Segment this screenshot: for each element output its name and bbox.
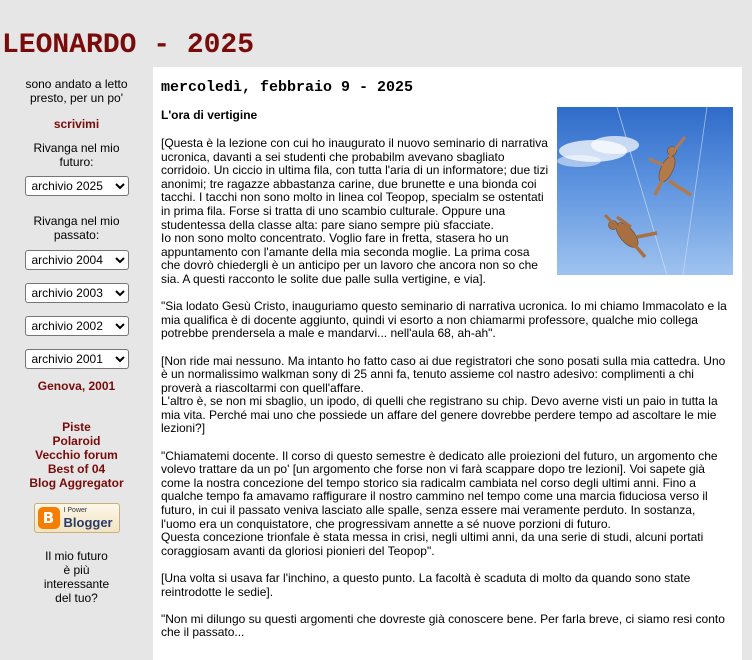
sidebar-footer: Il mio futuro è più interessante del tuo? xyxy=(43,549,110,605)
sidebar-intro: sono andato a letto presto, per un po' xyxy=(25,77,128,105)
location-link[interactable]: Genova, 2001 xyxy=(37,379,116,393)
past-heading: Rivanga nel mio passato: xyxy=(33,214,120,242)
blogger-badge[interactable] xyxy=(34,503,120,533)
link-blog-aggregator[interactable]: Blog Aggregator xyxy=(29,476,124,490)
blogger-icon: B xyxy=(38,507,60,529)
sidebar xyxy=(0,77,153,605)
post-container xyxy=(153,67,742,660)
site-title[interactable]: LEONARDO - 2025 xyxy=(2,30,255,61)
archive-2025-select[interactable] xyxy=(25,176,129,196)
future-heading: Rivanga nel mio futuro: xyxy=(33,141,120,169)
post-body xyxy=(161,137,733,654)
badge-small-text: I Power xyxy=(63,507,88,514)
post-paragraph: "Sia lodato Gesù Cristo, inauguriamo questo seminario di narrativa ucronica. Io mi chiamo Immacolato e la mia qualifica è di docente aggiunto, quindi vi esorto a non chiamarmi professore, qualche mio collega potrebbe prendersela a male e mandarvi... nell'aula 68, ah-ah". xyxy=(161,299,727,341)
archive-2001-select[interactable] xyxy=(25,349,129,369)
link-vecchio-forum[interactable]: Vecchio forum xyxy=(35,448,118,462)
link-piste[interactable]: Piste xyxy=(62,420,91,434)
archive-2004-select[interactable] xyxy=(25,250,129,270)
archive-2002-select[interactable] xyxy=(25,316,129,336)
link-best-of-04[interactable]: Best of 04 xyxy=(47,462,106,476)
post-paragraph: "Chiamatemi docente. Il corso di questo semestre è dedicato alle proiezioni del futuro, un argomento che volevo trattare da un po' [un argomento che forse non vi farà scappare dopo tre lezioni]. Voi sapete già come la nostra concezione del tempo storico sia radicalm cambiata nel corso degli ultimi anni. Fino a qualche tempo fa amavamo raffigurare il nostro cammino nel tempo come una marcia fiduciosa verso il futuro, in cui il passato veniva lasciato alle spalle, senza essere mai veramente perduto. In sostanza, l'uomo era un conquistatore, che progressivam annette a sé nuove porzioni di futuro. Questa concezione trionfale è stata messa in crisi, negli ultimi anni, da una serie di studi, alcuni portati coraggiosam avanti da gloriosi pionieri del Teopop". xyxy=(161,448,718,558)
badge-big-text: Blogger xyxy=(63,515,113,530)
link-polaroid[interactable]: Polaroid xyxy=(52,434,101,448)
post-paragraph: [Una volta si usava far l'inchino, a questo punto. La facoltà è scaduta di molto da quando sono state reintrodotte le sedie]. xyxy=(161,571,691,599)
sidebar-links xyxy=(0,420,153,490)
post-paragraph: "Non mi dilungo su questi argomenti che dovreste già conoscere bene. Per farla breve, ci siamo resi conto che il passato... xyxy=(161,611,725,640)
post-paragraph: [Non ride mai nessuno. Ma intanto ho fatto caso ai due registratori che sono posati sulla mia cattedra. Uno è un normalissimo walkman sony di 25 anni fa, tenuto assieme col nastro adesivo: complimenti a chi proverà a riascoltarmi con quell'affare. L'altro è, se non mi sbaglio, un ipodo, di quelli che registrano su chip. Devo averne visti un paio in tutta la mia vita. Perché mai uno che possiede un affare del genere dovrebbe perdere tempo ad ascoltare le mie lezioni?] xyxy=(161,353,726,436)
archive-2003-select[interactable] xyxy=(25,283,129,303)
post-date: mercoledì, febbraio 9 - 2025 xyxy=(161,79,414,96)
post-paragraph: [Questa è la lezione con cui ho inaugurato il nuovo seminario di narrativa ucronica, davanti a sei studenti che probabilm avevano sbagliato corridoio. Un ciccio in ultima fila, con tutta l'aria di un informatore; due tizi anonimi; tre ragazze abbastanza carine, due brunette e una bionda coi tacchi. I tacchi non sono molto in linea col Teopop, specialm se ostentati in prima fila. Forse si tratta di uno scambio culturale. Oppure una studentessa della classe alta: pare siano sempre più sfacciate. Io non sono molto concentrato. Voglio fare in fretta, stasera ho un appuntamento con l'amante della mia seconda moglie. La prima cosa che dovrò chiedergli è un anticipo per un lavoro che ancora non so che sia. A questi racconto le solite due palle sulla vertigine, e via]. xyxy=(161,136,549,286)
contact-link[interactable]: scrivimi xyxy=(53,117,100,131)
post-title: L'ora di vertigine xyxy=(161,108,258,122)
